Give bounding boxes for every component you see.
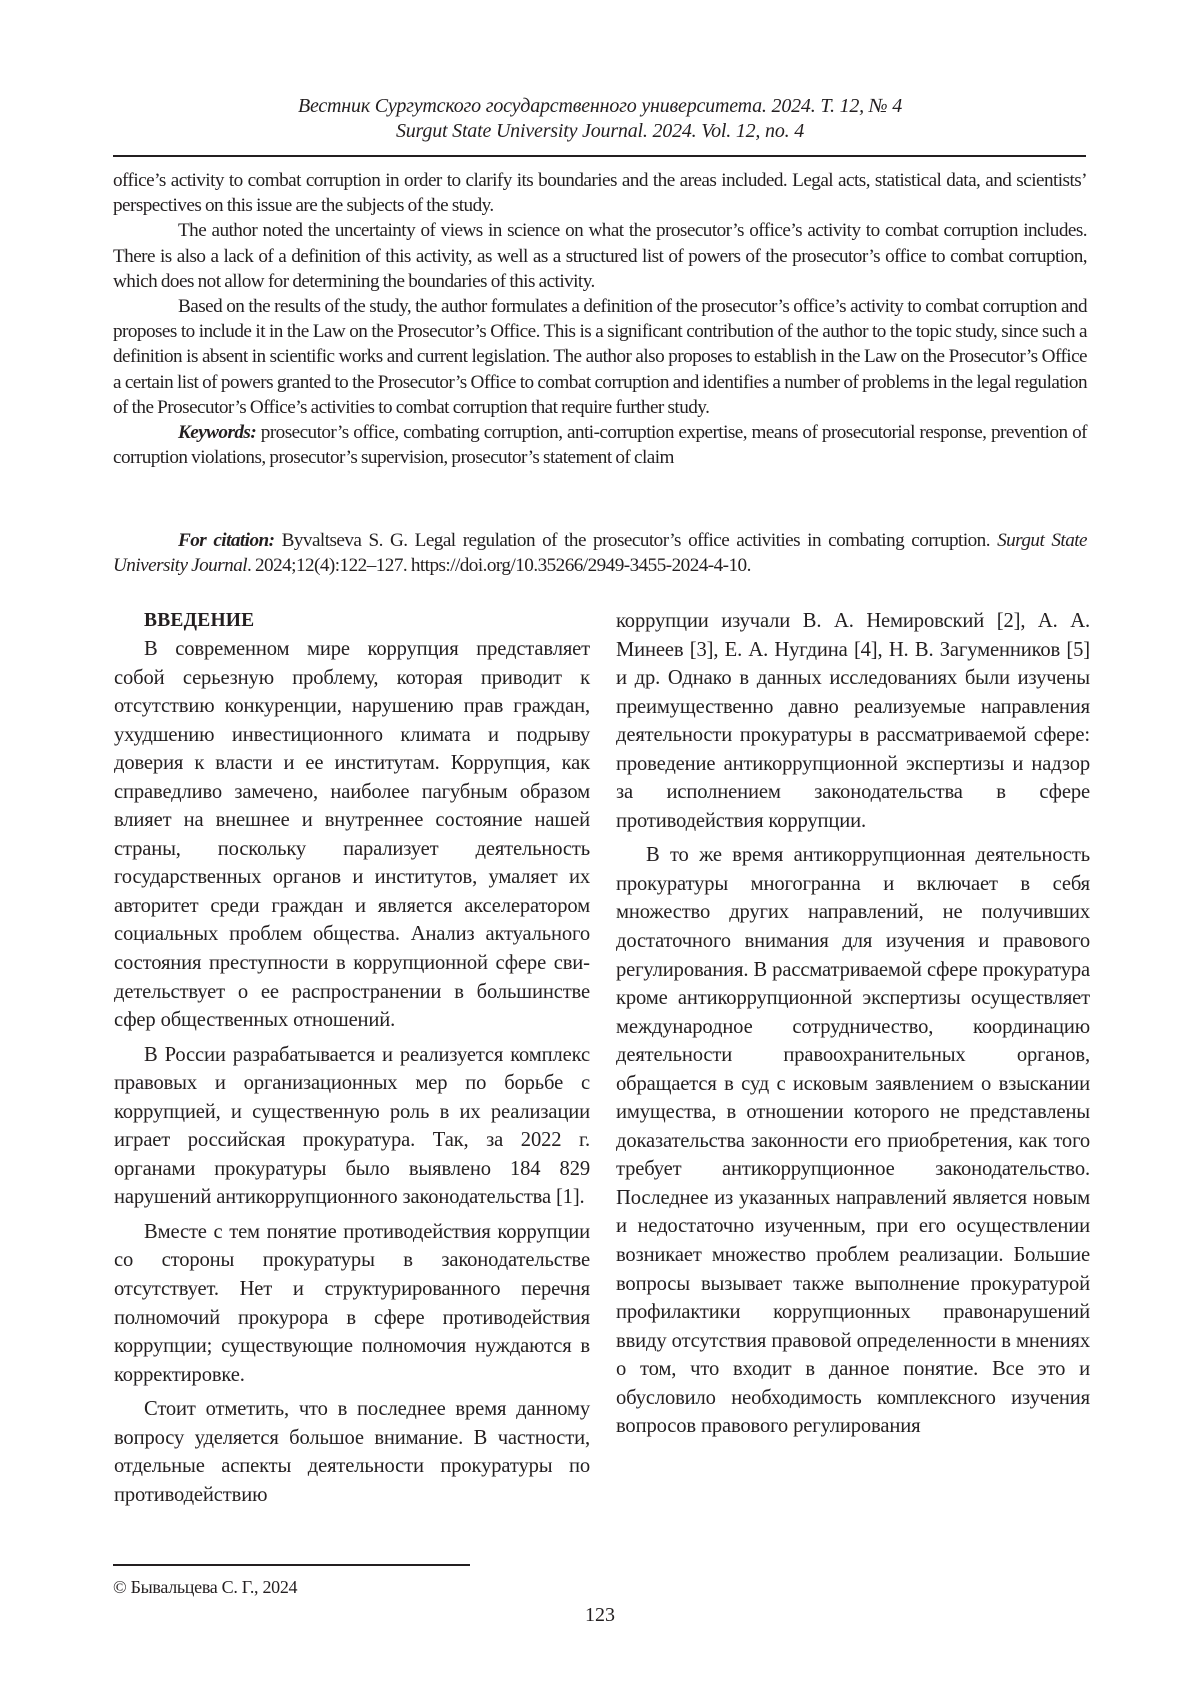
citation-text: Byvaltseva S. G. Legal regulation of the prosecutor’s office activities in combating corruption.: [281, 530, 990, 551]
citation-details: . 2024;12(4):122–127. https://doi.org/10.35266/2949-3455-2024-4-10.: [247, 555, 751, 577]
keywords: [113, 420, 1087, 470]
citation: [113, 528, 1087, 578]
abstract-paragraph: office’s activity to combat corruption in order to clarify its boundaries and the areas included. Legal acts, statistical data, and scientists’ perspectives on this issue are the subjects of the study.: [113, 170, 1087, 217]
body-paragraph: Стоит отметить, что в последнее время данному вопросу уделяется большое внимание. В частности, отдельные аспекты деятельности прокуратуры по противодействию: [114, 1398, 590, 1506]
running-head: [113, 94, 1087, 144]
section-heading: ВВЕДЕНИЕ: [144, 610, 255, 631]
running-head-english: Surgut State University Journal. 2024. Vol. 12, no. 4: [395, 120, 805, 142]
body-paragraph: В то же время антикоррупционная деятельность прокуратуры многогранна и включает в себя множество других направлений, не получивших достаточного внимания для изучения и правового регулирования. В рассматриваемой сфере прокуратура кроме антикоррупционной экспертизы осуществляет международное сотрудничество, координацию деятельности правоохранительных органов, обращается в суд с исковым заявлением о взыскании имущества, в отношении которого не представлены доказательства законности его приобретения, как того требует антикоррупционное законодательство. Последнее из указанных направлений является новым и недостаточно изученным, при его осуществлении возникает множество проблем реализации. Большие вопросы вызывает также выполнение прокуратурой профилактики коррупционных правонарушений ввиду отсутствия правовой определенности в мнениях о том, что входит в данное понятие. Все это и обусловило необходимость комплексного изучения вопросов правового регулирования: [616, 844, 1090, 1438]
page-number: 123: [585, 1604, 615, 1626]
running-head-russian: Вестник Сургутского государственного университета. 2024. Т. 12, № 4: [297, 95, 903, 117]
footnote-rule: [113, 1564, 470, 1566]
abstract-paragraph: The author noted the uncertainty of views in science on what the prosecutor’s office’s activity to combat corruption includes. There is also a lack of a definition of this activity, as well as a structured list of powers of the prosecutor’s office to combat corruption, which does not allow for determining the boundaries of this activity.: [113, 220, 1087, 292]
body-paragraph: В России разрабатывается и реализуется комплекс правовых и организационных мер по борьбе с коррупцией, и существенную роль в их реализации играет российская прокуратура. Так, за 2022 г. органами прокуратуры было выявлено 184 829 нарушений антикоррупционного законодательства [1].: [114, 1043, 590, 1209]
citation-label: For citation:: [178, 530, 275, 551]
body-paragraph: коррупции изучали В. А. Немировский [2], А. А. Минеев [3], Е. А. Нугдина [4], Н. В. Загуменников [5] и др. Однако в данных исследованиях были изучены преимущественно давно реализуемые направления деятельности прокуратуры в рассматриваемой сфере: проведение антикоррупционной экспертизы и надзор за исполнением законодательства в сфере противодействия коррупции.: [616, 610, 1090, 832]
keywords-label: Keywords:: [178, 422, 257, 444]
abstract: [113, 168, 1087, 470]
copyright-notice: © Бывальцева С. Г., 2024: [113, 1577, 298, 1597]
header-rule: [113, 155, 1086, 157]
body-paragraph: В современном мире коррупция представляет собой серьезную проблему, которая приводит к отсутствию конкуренции, нарушению прав граждан, ухудшению инвестиционного климата и подрыву доверия к власти и ее институтам. Коррупция, как справедливо замечено, наиболее пагубным образом влияет на внешнее и внутреннее состояние нашей страны, поскольку парализует деятельность государственных органов и институтов, умаляет их авторитет среди граждан и является акселератором социальных проблем общества. Анализ актуального состояния преступности в коррупционной сфере свидетельствует о ее распространении в большинстве сфер общественных отношений.: [114, 638, 590, 1032]
citation-paragraph: [113, 528, 1087, 578]
keywords-list: prosecutor’s office, combating corruption, anti-corruption expertise, means of prosecutorial response, prevention of corruption violations, prosecutor’s supervision, prosecutor’s statement of claim: [113, 422, 1088, 469]
body-paragraph: Вместе с тем понятие противодействия коррупции со стороны прокуратуры в законодательстве отсутствует. Нет и структурированного перечня полномочий прокурора в сфере противодействия коррупции; существующие полномочия нуждаются в корректировке.: [114, 1220, 590, 1386]
body-column-right: [616, 607, 1090, 1447]
abstract-paragraph: Based on the results of the study, the author formulates a definition of the prosecutor’s office’s activity to combat corruption and proposes to include it in the Law on the Prosecutor’s Office. This is a significant contribution of the author to the topic study, since such a definition is absent in scientific works and current legislation. The author also proposes to establish in the Law on the Prosecutor’s Office a certain list of powers granted to the Prosecutor’s Office to combat corruption and identifies a number of problems in the legal regulation of the Prosecutor’s Office’s activities to combat corruption that require further study.: [113, 296, 1087, 418]
body-column-left: [114, 607, 590, 1515]
citation-journal: Surgut State University Journal: [113, 530, 1087, 577]
